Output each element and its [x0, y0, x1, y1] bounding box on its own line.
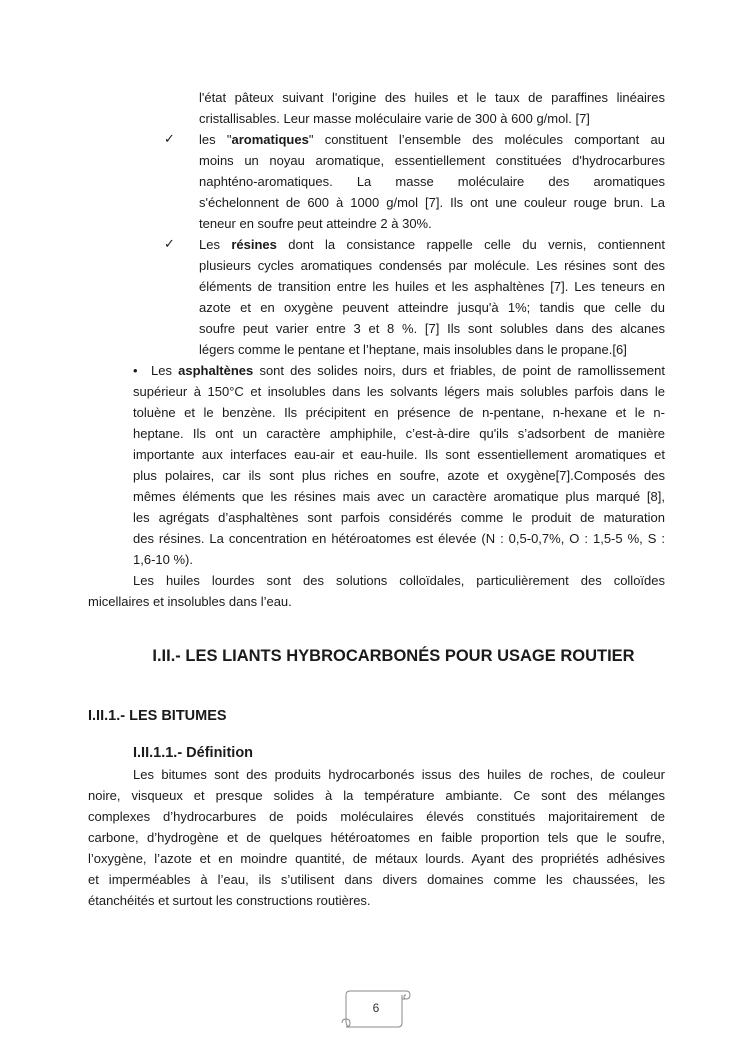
text-line: des résines. La concentration en hétéroatomes est élevée (N : 0,5-0,7%, O : 1,5-5 %, S :: [133, 531, 665, 546]
text-line: heptane. Ils ont un caractère amphiphile, c’est-à-dire qu'ils s’adsorbent de manière: [133, 426, 665, 441]
text-span: Les: [199, 237, 232, 252]
text-line: mêmes éléments que les résines mais avec un caractère aromatique plus marqué [8],: [133, 489, 665, 504]
text-line: plus polaires, car ils sont plus riches en soufre, azote et oxygène[7].Composés des: [133, 468, 665, 483]
text-span: Les: [151, 363, 179, 378]
text-line: 1,6-10 %).: [133, 552, 193, 567]
text-line: moins un noyau aromatique, essentiellement constituées d'hydrocarbures: [199, 153, 665, 168]
text-line: [133, 360, 665, 381]
text-line: carbone, d’hydrogène et de quelques hétéroatomes en faible proportion tels que le soufre,: [88, 830, 665, 845]
text-line: s'échelonnent de 600 à 1000 g/mol [7]. Ils ont une couleur rouge brun. La: [199, 195, 665, 210]
text-line: Les huiles lourdes sont des solutions colloïdales, particulièrement des colloïdes: [133, 573, 665, 588]
text-span: dont la consistance rappelle celle du vernis, contiennent: [276, 237, 665, 252]
bullet-icon: •: [133, 363, 138, 378]
text-line: et imperméables à l’eau, ils s’utilisent dans divers domaines comme les chaussées, les: [88, 872, 665, 887]
text-line: l'état pâteux suivant l'origine des huiles et le taux de paraffines linéaires: [199, 90, 665, 105]
section-heading: I.II.1.- LES BITUMES: [88, 708, 227, 724]
text-line: plusieurs cycles aromatiques condensés par molécule. Les résines sont des: [199, 258, 665, 273]
text-line: complexes d’hydrocarbures de poids moléculaires élevés constitués majoritairement de: [88, 809, 665, 824]
text-line: les agrégats d’asphaltènes sont parfois considérés comme le produit de maturation: [133, 510, 665, 525]
text-line: [199, 129, 665, 150]
text-line: azote et en oxygène peuvent atteindre jusqu'à 1%; tandis que celle du: [199, 300, 665, 315]
text-line: étanchéités et surtout les constructions routières.: [88, 893, 371, 908]
page-number: 6: [372, 1001, 380, 1015]
text-line: noire, visqueux et presque solides à la température ambiante. Ce sont des mélanges: [88, 788, 665, 803]
text-line: l’oxygène, l’azote et en moindre quantité, de métaux lourds. Ayant des propriétés adhésives: [88, 851, 665, 866]
text-line: [199, 234, 665, 255]
text-line: importante aux interfaces eau-air et eau-huile. Ils sont essentiellement aromatiques et: [133, 447, 665, 462]
text-line: soufre peut varier entre 3 et 8 %. [7] Ils sont solubles dans des alcanes: [199, 321, 665, 336]
text-line: légers comme le pentane et l’heptane, mais insolubles dans le propane.[6]: [199, 342, 627, 357]
text-line: naphténo-aromatiques. La masse moléculaire des aromatiques: [199, 174, 665, 189]
subsection-heading: I.II.1.1.- Définition: [133, 745, 254, 761]
chapter-heading: I.II.- LES LIANTS HYBROCARBONÉS POUR USAGE ROUTIER: [152, 647, 635, 665]
checkmark-icon: ✓: [164, 237, 175, 252]
bold-term: aromatiques: [231, 132, 309, 147]
text-line: teneur en soufre peut atteindre 2 à 30%.: [199, 216, 432, 231]
text-line: cristallisables. Leur masse moléculaire varie de 300 à 600 g/mol. [7]: [199, 111, 590, 126]
text-span: les ": [199, 132, 232, 147]
text-line: Les bitumes sont des produits hydrocarbonés issus des huiles de roches, de couleur: [133, 767, 665, 782]
checkmark-icon: ✓: [164, 132, 175, 147]
text-line: micellaires et insolubles dans l’eau.: [88, 594, 292, 609]
bold-term: résines: [231, 237, 277, 252]
bold-term: asphaltènes: [178, 363, 254, 378]
text-line: éléments de transition entre les huiles et les asphaltènes [7]. Les teneurs en: [199, 279, 665, 294]
text-line: toluène et le benzène. Ils précipitent en présence de n-pentane, n-hexane et le n-: [133, 405, 665, 420]
text-span: sont des solides noirs, durs et friables, de point de ramollissement: [253, 363, 665, 378]
text-span: " constituent l’ensemble des molécules comportant au: [308, 132, 665, 147]
text-line: supérieur à 150°C et insolubles dans les solvants légers mais solubles parfois dans le: [133, 384, 665, 399]
